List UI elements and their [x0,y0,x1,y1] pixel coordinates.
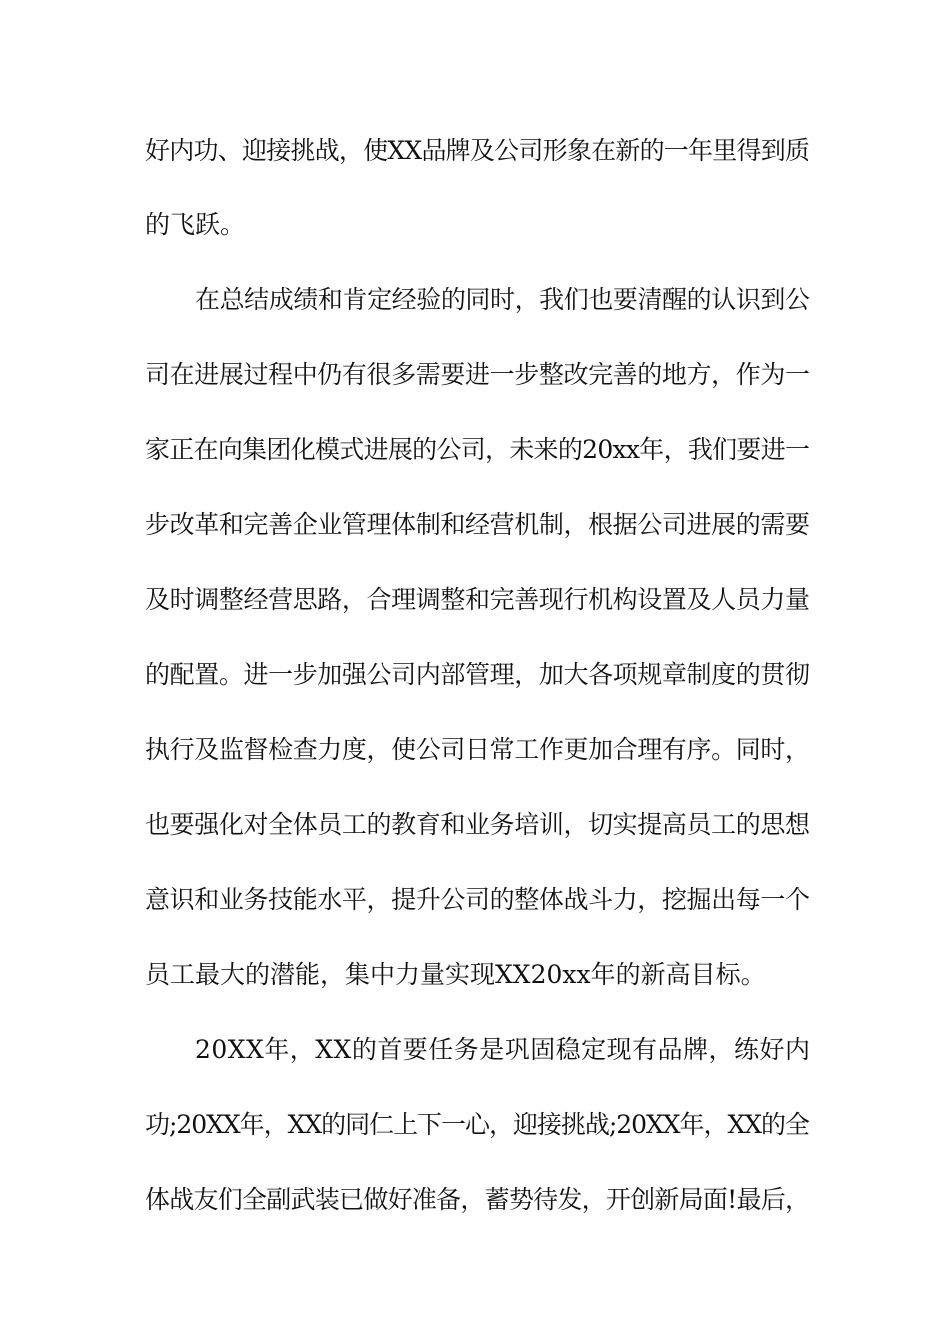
text-line: 执行及监督检查力度，使公司日常工作更加合理有序。同时， [145,735,810,764]
text-line: 家正在向集团化模式进展的公司，未来的20xx年，我们要进一 [145,435,810,464]
text-line: 的配置。进一步加强公司内部管理，加大各项规章制度的贯彻 [145,660,810,689]
text-line: 在总结成绩和肯定经验的同时，我们也要清醒的认识到公 [195,285,810,314]
text-line: 员工最大的潜能，集中力量实现XX20xx年的新高目标。 [145,960,766,989]
text-line: 步改革和完善企业管理体制和经营机制，根据公司进展的需要 [145,510,810,539]
text-line: 20XX年，XX的首要任务是巩固稳定现有品牌，练好内 [195,1035,811,1064]
text-line: 的飞跃。 [145,210,246,239]
text-line: 功;20XX年，XX的同仁上下一心，迎接挑战;20XX年，XX的全 [145,1110,809,1139]
text-line: 司在进展过程中仍有很多需要进一步整改完善的地方，作为一 [145,360,810,389]
text-line: 意识和业务技能水平，提升公司的整体战斗力，挖掘出每一个 [145,885,810,914]
text-line: 也要强化对全体员工的教育和业务培训，切实提高员工的思想 [145,810,810,839]
text-line: 及时调整经营思路，合理调整和完善现行机构设置及人员力量 [145,585,810,614]
text-line: 体战友们全副武装已做好准备，蓄势待发，开创新局面!最后， [145,1185,810,1214]
text-line: 好内功、迎接挑战，使XX品牌及公司形象在新的一年里得到质 [145,136,810,165]
